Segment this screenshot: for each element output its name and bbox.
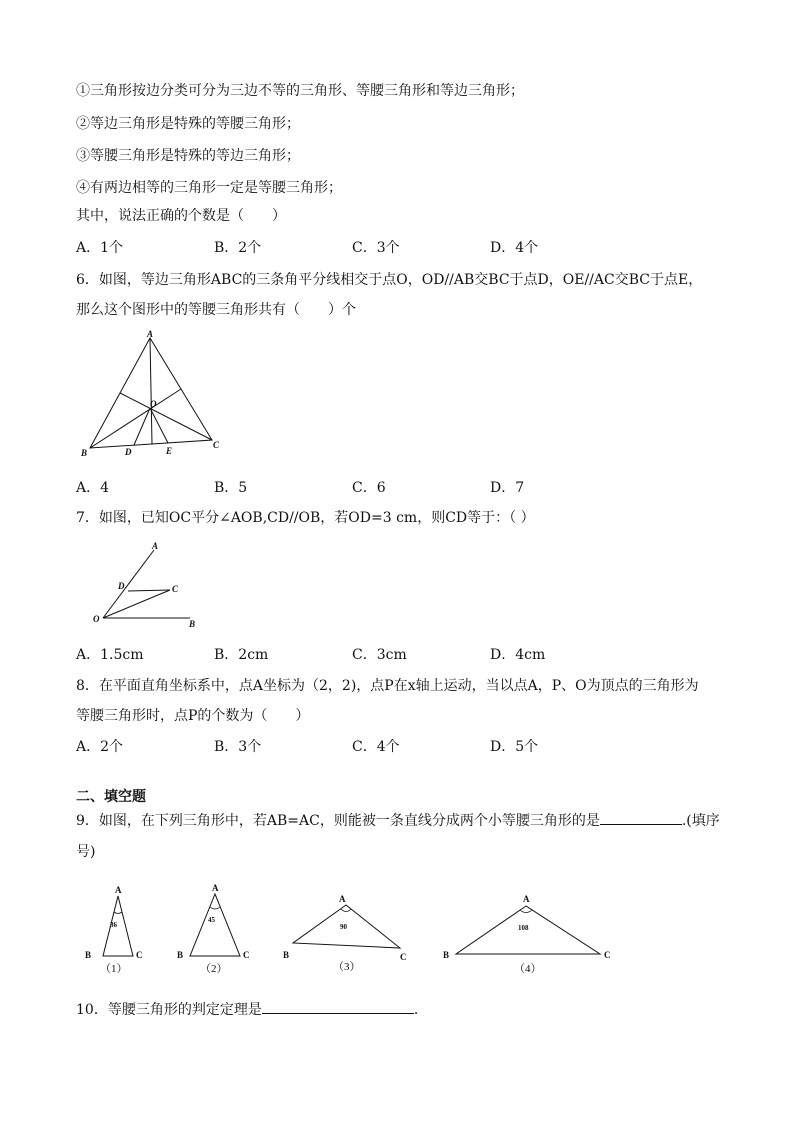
- question-9-prompt: 9．如图，在下列三角形中，若AB=AC，则能被一条直线分成两个小等腰三角形的是: [76, 813, 600, 829]
- label-b: B: [283, 950, 290, 960]
- q5-option-d[interactable]: D．4个: [490, 240, 539, 256]
- q8-option-b[interactable]: B．3个: [214, 739, 262, 755]
- label-b: B: [443, 950, 450, 960]
- question-7-text: 7．如图，已知OC平分∠AOB,CD//OB，若OD=3 cm，则CD等于：（ ）: [76, 510, 535, 526]
- label-a: A: [115, 885, 122, 895]
- angle-label: 108: [518, 924, 529, 932]
- segment-dc: [128, 590, 170, 591]
- label-b: B: [81, 448, 88, 458]
- label-c: C: [243, 950, 250, 960]
- label-o: O: [150, 399, 157, 409]
- label-e: E: [166, 446, 173, 456]
- statement-3: ③等腰三角形是特殊的等边三角形；: [76, 148, 300, 164]
- label-b: B: [177, 950, 184, 960]
- triangle-1-figure: [78, 880, 158, 975]
- q7-option-a[interactable]: A．1.5cm: [76, 647, 144, 663]
- label-c: C: [604, 950, 611, 960]
- label-b: B: [85, 950, 92, 960]
- q8-option-c[interactable]: C．4个: [352, 739, 400, 755]
- q9-answer-blank[interactable]: [600, 810, 682, 825]
- equilateral-triangle-figure: [76, 328, 236, 460]
- bisector-from-b: [90, 389, 181, 448]
- statement-2: ②等边三角形是特殊的等腰三角形；: [76, 116, 300, 132]
- q8-option-a[interactable]: A．2个: [76, 739, 124, 755]
- label-a: A: [523, 894, 530, 904]
- angle-label: 36: [110, 921, 117, 929]
- q6-option-b[interactable]: B．5: [214, 480, 248, 496]
- question-8-text-1: 8．在平面直角坐标系中，点A坐标为（2，2)，点P在x轴上运动，当以点A，P、O为顶点的三角形为: [76, 678, 699, 694]
- label-c: C: [213, 440, 220, 450]
- q5-option-a[interactable]: A．1个: [76, 240, 124, 256]
- question-6-text-2: 那么这个图形中的等腰三角形共有（ ）个: [76, 302, 356, 318]
- q7-option-c[interactable]: C．3cm: [352, 647, 407, 663]
- question-6-text-1: 6．如图，等边三角形ABC的三条角平分线相交于点O，OD//AB交BC于点D，OE//AC交BC于点E，: [76, 272, 703, 288]
- triangle-4-figure: [438, 890, 618, 975]
- triangle-3-figure: [278, 890, 418, 975]
- q5-option-b[interactable]: B．2个: [214, 240, 262, 256]
- q6-option-d[interactable]: D．7: [490, 480, 525, 496]
- q8-option-d[interactable]: D．5个: [490, 739, 539, 755]
- q7-option-d[interactable]: D．4cm: [490, 647, 546, 663]
- label-a: A: [212, 883, 219, 893]
- caption: （3）: [333, 961, 361, 973]
- label-o: O: [93, 614, 100, 624]
- label-b: B: [189, 619, 196, 629]
- bisector-from-a: [150, 338, 152, 444]
- triangle-2-figure: [170, 880, 260, 975]
- label-c: C: [400, 952, 407, 962]
- label-d: D: [118, 581, 125, 591]
- caption: （4）: [514, 963, 542, 975]
- question-10-tail: ．: [413, 1002, 428, 1018]
- q6-option-c[interactable]: C．6: [352, 480, 386, 496]
- statement-1: ①三角形按边分类可分为三边不等的三角形、等腰三角形和等边三角形；: [76, 83, 524, 99]
- label-d: D: [125, 447, 132, 457]
- caption: （2）: [200, 963, 228, 975]
- question-10-text: [76, 999, 428, 1020]
- q5-option-c[interactable]: C．3个: [352, 240, 400, 256]
- question-9-text-1: [76, 810, 720, 831]
- label-a: A: [339, 894, 346, 904]
- angle-label: 45: [208, 916, 215, 924]
- label-c: C: [172, 584, 179, 594]
- label-a: A: [152, 541, 159, 551]
- q6-option-a[interactable]: A．4: [76, 480, 110, 496]
- question-8-text-2: 等腰三角形时，点P的个数为（ ）: [76, 708, 310, 724]
- angle-bisector-figure: [88, 538, 208, 630]
- question-9-text-2: 号): [76, 844, 96, 860]
- q7-option-b[interactable]: B．2cm: [214, 647, 269, 663]
- question-5-prompt: 其中，说法正确的个数是（ ）: [76, 208, 286, 224]
- label-a: A: [147, 329, 154, 339]
- question-10-prompt: 10．等腰三角形的判定定理是: [76, 1002, 262, 1018]
- segment-od: [134, 408, 150, 445]
- angle-label: 90: [340, 923, 347, 931]
- caption: （1）: [100, 963, 128, 975]
- statement-4: ④有两边相等的三角形一定是等腰三角形；: [76, 180, 342, 196]
- question-9-tail: .(填序: [681, 813, 720, 829]
- q10-answer-blank[interactable]: [262, 999, 414, 1014]
- label-c: C: [136, 950, 143, 960]
- section-heading: 二、填空题: [76, 789, 146, 805]
